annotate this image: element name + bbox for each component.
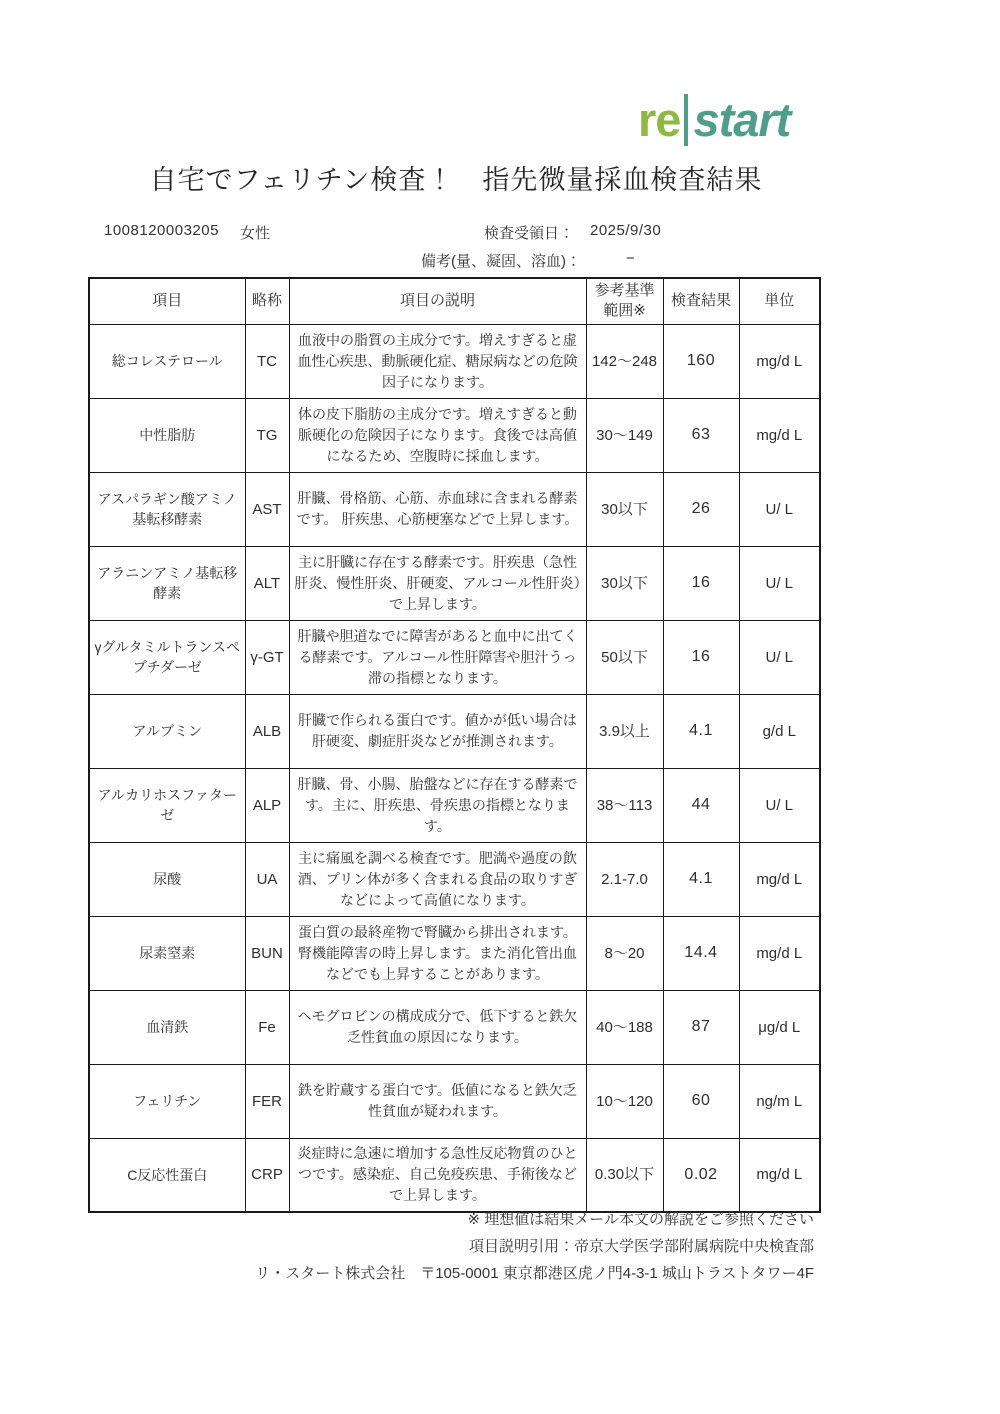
result-unit: μg/d L	[739, 990, 820, 1064]
item-description: 炎症時に急速に増加する急性反応物質のひとつです。感染症、自己免疫疾患、手術後などで上昇します。	[289, 1138, 586, 1212]
footnote-company-address: リ・スタート株式会社 〒105-0001 東京都港区虎ノ門4-3-1 城山トラストタワー4F	[255, 1265, 814, 1282]
result-unit: U/ L	[739, 472, 820, 546]
table-row	[89, 472, 820, 546]
item-name: γグルタミルトランスペプチダーゼ	[89, 620, 245, 694]
test-result: 14.4	[663, 916, 739, 990]
page-title: 自宅でフェリチン検査！ 指先微量採血検査結果	[149, 165, 763, 195]
test-result: 16	[663, 620, 739, 694]
header-reference-range: 参考基準範囲※	[586, 278, 663, 324]
patient-id: 1008120003205	[104, 222, 219, 239]
reference-range: 10〜120	[586, 1064, 663, 1138]
header-unit: 単位	[739, 278, 820, 324]
test-result: 16	[663, 546, 739, 620]
item-abbreviation: Fe	[245, 990, 289, 1064]
test-result: 26	[663, 472, 739, 546]
item-abbreviation: γ-GT	[245, 620, 289, 694]
item-description: 蛋白質の最終産物で腎臓から排出されます。腎機能障害の時上昇します。また消化管出血などでも上昇することがあります。	[289, 916, 586, 990]
reference-range: 40〜188	[586, 990, 663, 1064]
result-unit: mg/d L	[739, 1138, 820, 1212]
receipt-date-label: 検査受領日：	[484, 225, 575, 242]
item-name: 中性脂肪	[89, 398, 245, 472]
table-row	[89, 398, 820, 472]
item-name: アルカリホスファターゼ	[89, 768, 245, 842]
table-row	[89, 916, 820, 990]
patient-sex: 女性	[240, 225, 271, 242]
reference-range: 2.1-7.0	[586, 842, 663, 916]
restart-logo	[638, 92, 790, 147]
item-name: C反応性蛋白	[89, 1138, 245, 1212]
table-row	[89, 694, 820, 768]
remarks-value: −	[626, 250, 635, 267]
item-description: 鉄を貯蔵する蛋白です。低値になると鉄欠乏性貧血が疑われます。	[289, 1064, 586, 1138]
item-description: 肝臓で作られる蛋白です。値かが低い場合は肝硬変、劇症肝炎などが推測されます。	[289, 694, 586, 768]
table-header-row	[89, 278, 820, 324]
reference-range: 142〜248	[586, 324, 663, 398]
item-description: 血液中の脂質の主成分です。増えすぎると虚血性心疾患、動脈硬化症、糖尿病などの危険因子になります。	[289, 324, 586, 398]
reference-range: 8〜20	[586, 916, 663, 990]
item-abbreviation: ALP	[245, 768, 289, 842]
reference-range: 0.30以下	[586, 1138, 663, 1212]
reference-range: 30以下	[586, 472, 663, 546]
reference-range: 30以下	[586, 546, 663, 620]
test-result: 160	[663, 324, 739, 398]
item-name: アルブミン	[89, 694, 245, 768]
test-result: 0.02	[663, 1138, 739, 1212]
item-description: 体の皮下脂肪の主成分です。増えすぎると動脈硬化の危険因子になります。食後では高値になるため、空腹時に採血します。	[289, 398, 586, 472]
result-unit: U/ L	[739, 546, 820, 620]
footnote-ideal-values: ※ 理想値は結果メール本文の解説をご参照ください	[467, 1211, 814, 1228]
test-result: 44	[663, 768, 739, 842]
result-unit: mg/d L	[739, 324, 820, 398]
footnote-citation: 項目説明引用：帝京大学医学部附属病院中央検査部	[468, 1238, 814, 1255]
result-unit: g/d L	[739, 694, 820, 768]
table-row	[89, 842, 820, 916]
footnotes	[255, 1206, 814, 1287]
test-result: 60	[663, 1064, 739, 1138]
item-abbreviation: ALB	[245, 694, 289, 768]
item-description: ヘモグロビンの構成成分で、低下すると鉄欠乏性貧血の原因になります。	[289, 990, 586, 1064]
result-unit: mg/d L	[739, 916, 820, 990]
test-result: 63	[663, 398, 739, 472]
header-description: 項目の説明	[289, 278, 586, 324]
item-abbreviation: TG	[245, 398, 289, 472]
header-abbreviation: 略称	[245, 278, 289, 324]
table-row	[89, 1064, 820, 1138]
item-abbreviation: ALT	[245, 546, 289, 620]
item-description: 主に痛風を調べる検査です。肥満や過度の飲酒、プリン体が多く含まれる食品の取りすぎなどによって高値になります。	[289, 842, 586, 916]
item-description: 肝臓、骨、小腸、胎盤などに存在する酵素です。主に、肝疾患、骨疾患の指標となります。	[289, 768, 586, 842]
result-unit: U/ L	[739, 768, 820, 842]
item-description: 肝臓、骨格筋、心筋、赤血球に含まれる酵素です。 肝疾患、心筋梗塞などで上昇します。	[289, 472, 586, 546]
test-result: 87	[663, 990, 739, 1064]
receipt-date-value: 2025/9/30	[590, 222, 662, 239]
item-description: 肝臓や胆道なでに障害があると血中に出てくる酵素です。アルコール性肝障害や胆汁うっ滞の指標となります。	[289, 620, 586, 694]
table-row	[89, 1138, 820, 1212]
result-unit: mg/d L	[739, 842, 820, 916]
table-row	[89, 990, 820, 1064]
item-name: アラニンアミノ基転移酵素	[89, 546, 245, 620]
item-abbreviation: AST	[245, 472, 289, 546]
item-abbreviation: UA	[245, 842, 289, 916]
logo-divider-bar	[684, 94, 688, 146]
item-name: 総コレステロール	[89, 324, 245, 398]
logo-re-text: re	[638, 93, 681, 146]
test-result: 4.1	[663, 842, 739, 916]
header-result: 検査結果	[663, 278, 739, 324]
item-name: アスパラギン酸アミノ基転移酵素	[89, 472, 245, 546]
table-row	[89, 768, 820, 842]
reference-range: 3.9以上	[586, 694, 663, 768]
test-result: 4.1	[663, 694, 739, 768]
reference-range: 50以下	[586, 620, 663, 694]
remarks-label: 備考(量、凝固、溶血)：	[421, 253, 581, 270]
results-table	[88, 277, 821, 1213]
table-row	[89, 324, 820, 398]
item-abbreviation: CRP	[245, 1138, 289, 1212]
table-row	[89, 620, 820, 694]
item-abbreviation: BUN	[245, 916, 289, 990]
item-name: 尿酸	[89, 842, 245, 916]
table-row	[89, 546, 820, 620]
result-unit: ng/m L	[739, 1064, 820, 1138]
header-item: 項目	[89, 278, 245, 324]
table-body	[89, 324, 820, 1212]
item-name: 血清鉄	[89, 990, 245, 1064]
reference-range: 30〜149	[586, 398, 663, 472]
item-abbreviation: TC	[245, 324, 289, 398]
result-unit: U/ L	[739, 620, 820, 694]
reference-range: 38〜113	[586, 768, 663, 842]
item-description: 主に肝臓に存在する酵素です。肝疾患（急性肝炎、慢性肝炎、肝硬変、アルコール性肝炎）で上昇します。	[289, 546, 586, 620]
logo-start-text: start	[693, 93, 791, 146]
item-name: 尿素窒素	[89, 916, 245, 990]
result-unit: mg/d L	[739, 398, 820, 472]
item-name: フェリチン	[89, 1064, 245, 1138]
item-abbreviation: FER	[245, 1064, 289, 1138]
